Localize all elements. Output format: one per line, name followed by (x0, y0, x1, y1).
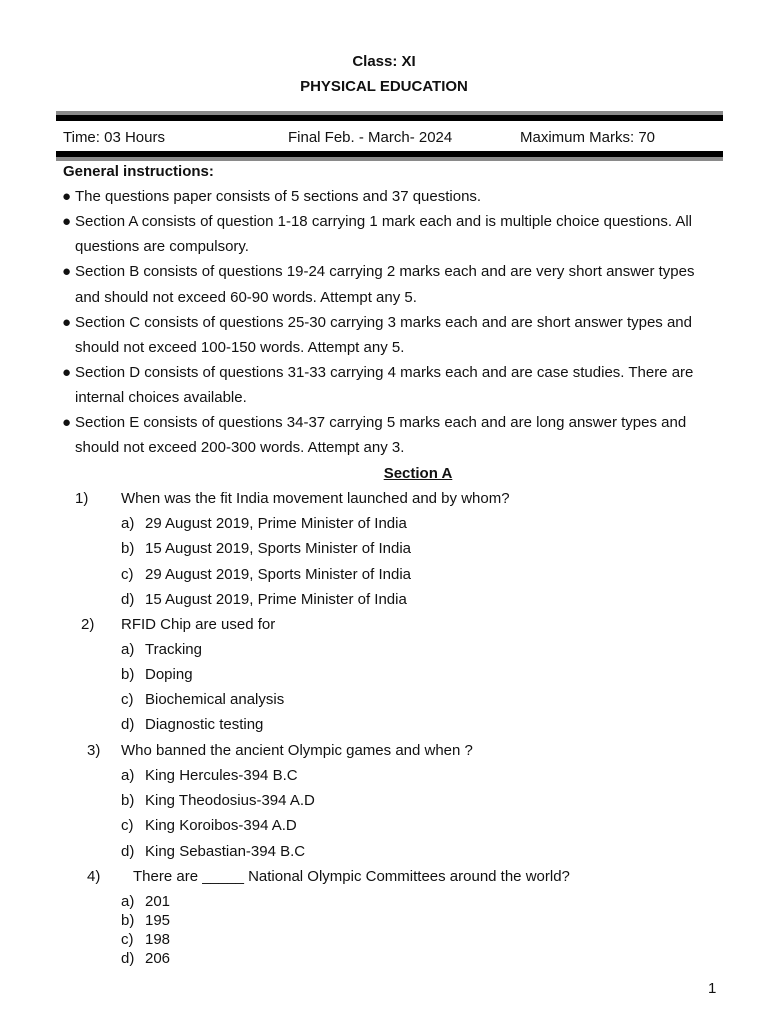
option-label: c) (121, 566, 134, 583)
question-text: When was the fit India movement launched and by whom? (121, 490, 510, 507)
class-heading: Class: XI (352, 53, 416, 70)
instruction-line: Section B consists of questions 19-24 carrying 2 marks each and are very short answer types (75, 263, 695, 280)
question-text: RFID Chip are used for (121, 616, 276, 633)
option-label: b) (121, 666, 135, 683)
option-text: 201 (145, 893, 171, 910)
option-label: a) (121, 893, 135, 910)
exam-time: Time: 03 Hours (63, 129, 165, 146)
instruction-line: should not exceed 100-150 words. Attempt any 5. (75, 339, 405, 356)
option-text: 198 (145, 931, 171, 948)
option-text: 29 August 2019, Prime Minister of India (145, 515, 407, 532)
option-text: King Koroibos-394 A.D (145, 817, 297, 834)
option-text: Doping (145, 666, 193, 683)
option-text: King Hercules-394 B.C (145, 767, 298, 784)
subject-heading: PHYSICAL EDUCATION (300, 78, 468, 95)
question-number: 4) (87, 868, 101, 885)
option-label: b) (121, 540, 135, 557)
bullet-icon: ● (62, 263, 72, 280)
bullet-icon: ● (62, 314, 72, 331)
bullet-icon: ● (62, 414, 72, 431)
option-label: c) (121, 817, 134, 834)
instruction-line: The questions paper consists of 5 sections and 37 questions. (75, 188, 482, 205)
option-label: b) (121, 912, 135, 929)
option-label: c) (121, 691, 134, 708)
option-label: a) (121, 641, 135, 658)
bullet-icon: ● (62, 364, 72, 381)
option-label: d) (121, 716, 135, 733)
bullet-icon: ● (62, 213, 72, 230)
option-label: d) (121, 843, 135, 860)
question-text: Who banned the ancient Olympic games and when ? (121, 742, 473, 759)
instruction-line: should not exceed 200-300 words. Attempt any 3. (75, 439, 405, 456)
option-text: 15 August 2019, Sports Minister of India (145, 540, 411, 557)
page-number: 1 (708, 980, 717, 997)
instruction-line: Section D consists of questions 31-33 carrying 4 marks each and are case studies. There are (75, 364, 694, 381)
instruction-line: Section E consists of questions 34-37 carrying 5 marks each and are long answer types and (75, 414, 687, 431)
option-label: b) (121, 792, 135, 809)
option-label: d) (121, 591, 135, 608)
top-rule-black (56, 115, 723, 121)
option-text: 195 (145, 912, 171, 929)
option-text: Biochemical analysis (145, 691, 285, 708)
instruction-line: internal choices available. (75, 389, 247, 406)
option-label: a) (121, 515, 135, 532)
section-title: Section A (383, 465, 453, 482)
option-text: 15 August 2019, Prime Minister of India (145, 591, 407, 608)
option-text: King Sebastian-394 B.C (145, 843, 306, 860)
bottom-rule-gray (56, 157, 723, 161)
instruction-line: and should not exceed 60-90 words. Attempt any 5. (75, 289, 417, 306)
question-text: There are _____ National Olympic Committees around the world? (133, 868, 570, 885)
option-label: a) (121, 767, 135, 784)
exam-session: Final Feb. - March- 2024 (288, 129, 453, 146)
instructions-title: General instructions: (63, 163, 214, 180)
option-text: 206 (145, 950, 171, 967)
instruction-line: Section A consists of question 1-18 carrying 1 mark each and is multiple choice questions. All (75, 213, 692, 230)
option-text: Diagnostic testing (145, 716, 264, 733)
option-label: c) (121, 931, 134, 948)
maximum-marks: Maximum Marks: 70 (520, 129, 656, 146)
instruction-line: questions are compulsory. (75, 238, 249, 255)
option-text: Tracking (145, 641, 202, 658)
option-text: King Theodosius-394 A.D (145, 792, 315, 809)
question-number: 2) (81, 616, 95, 633)
option-label: d) (121, 950, 135, 967)
question-number: 3) (87, 742, 101, 759)
option-text: 29 August 2019, Sports Minister of India (145, 566, 411, 583)
bullet-icon: ● (62, 188, 72, 205)
question-number: 1) (75, 490, 89, 507)
instruction-line: Section C consists of questions 25-30 carrying 3 marks each and are short answer types and (75, 314, 692, 331)
